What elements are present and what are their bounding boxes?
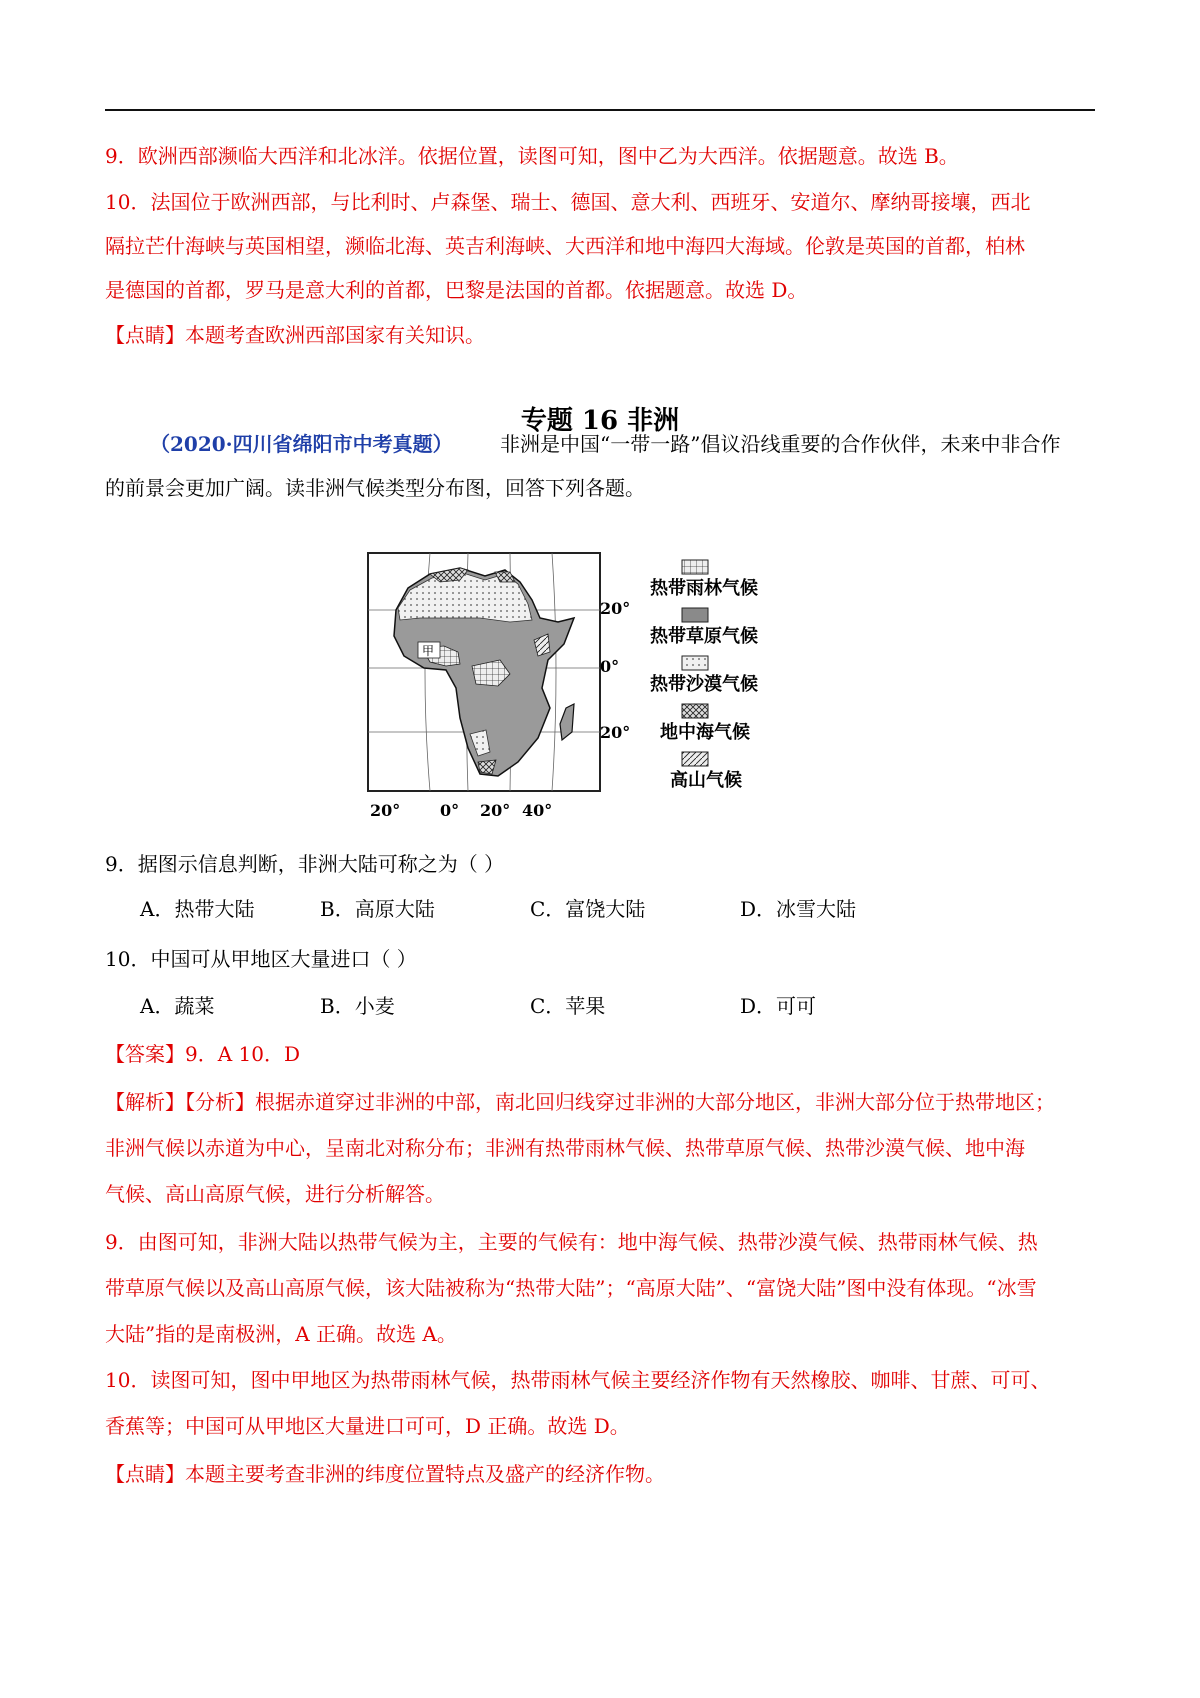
africa-climate-map [360,548,840,838]
analysis-q10-line1: 10．读图可知，图中甲地区为热带雨林气候，热带雨林气候主要经济作物有天然橡胶、咖啡、甘蔗、可可、 [105,1368,1051,1392]
prev-answer-10-line2: 隔拉芒什海峡与英国相望，濒临北海、英吉利海峡、大西洋和地中海四大海域。伦敦是英国的首都，柏林 [105,234,1025,258]
legend [650,560,758,791]
lon-label-20e: 20° [480,801,511,820]
analysis-line2: 非洲气候以赤道为中心，呈南北对称分布；非洲有热带雨林气候、热带草原气候、热带沙漠气候、地中海 [105,1136,1025,1160]
analysis-line1: 【解析】【分析】根据赤道穿过非洲的中部，南北回归线穿过非洲的大部分地区，非洲大部分位于热带地区； [105,1090,1055,1114]
analysis-dianjing: 【点睛】本题主要考查非洲的纬度位置特点及盛产的经济作物。 [105,1462,665,1486]
question-source: （2020·四川省绵阳市中考真题） [150,432,453,456]
q10-option-b[interactable]: B．小麦 [320,994,395,1018]
jia-label: 甲 [422,644,435,658]
legend-label-desert: 热带沙漠气候 [650,674,758,695]
analysis-q9-line2: 带草原气候以及高山高原气候，该大陆被称为“热带大陆”；“高原大陆”、“富饶大陆”图中没有体现。“冰雪 [105,1276,1037,1300]
legend-label-highland: 高山气候 [670,770,742,791]
question-9-options [140,895,1040,923]
q9-option-c[interactable]: C．富饶大陆 [530,897,646,921]
legend-swatch-mediterranean [682,704,708,718]
legend-swatch-rainforest [682,560,708,574]
prev-dianjing: 【点睛】本题考查欧洲西部国家有关知识。 [105,323,485,347]
legend-label-savanna: 热带草原气候 [650,626,758,647]
section-title: 专题 16 非洲 [520,406,680,436]
intro-line2: 的前景会更加广阔。读非洲气候类型分布图，回答下列各题。 [105,476,645,500]
legend-swatch-highland [682,752,708,766]
question-10-options [140,992,1040,1020]
analysis-line3: 气候、高山高原气候，进行分析解答。 [105,1182,445,1206]
africa-climate-map-svg [360,548,840,838]
q10-option-d[interactable]: D．可可 [740,994,817,1018]
q10-option-c[interactable]: C．苹果 [530,994,606,1018]
lat-label-0: 0° [600,657,620,676]
lon-label-20w: 20° [370,801,401,820]
legend-swatch-savanna [682,608,708,622]
q9-option-a[interactable]: A．热带大陆 [140,897,255,921]
lon-label-40e: 40° [522,801,553,820]
analysis-q10-line2: 香蕉等；中国可从甲地区大量进口可可，D 正确。故选 D。 [105,1414,630,1438]
legend-swatch-desert [682,656,708,670]
q10-option-a[interactable]: A．蔬菜 [140,994,215,1018]
prev-answer-9: 9．欧洲西部濒临大西洋和北冰洋。依据位置，读图可知，图中乙为大西洋。依据题意。故选 B。 [105,144,959,168]
q9-option-b[interactable]: B．高原大陆 [320,897,435,921]
analysis-q9-line1: 9．由图可知，非洲大陆以热带气候为主，主要的气候有：地中海气候、热带沙漠气候、热带雨林气候、热 [105,1230,1038,1254]
answer-line: 【答案】9．A 10．D [105,1042,301,1066]
legend-label-rainforest: 热带雨林气候 [650,578,758,599]
lat-label-20n: 20° [600,599,631,618]
legend-label-mediterranean: 地中海气候 [660,722,750,743]
header-rule [105,109,1095,111]
q9-option-d[interactable]: D．冰雪大陆 [740,897,857,921]
intro-line1: 非洲是中国“一带一路”倡议沿线重要的合作伙伴，未来中非合作 [500,432,1061,456]
analysis-q9-line3: 大陆”指的是南极洲，A 正确。故选 A。 [105,1322,457,1346]
question-10-stem: 10．中国可从甲地区大量进口（ ） [105,947,417,971]
lat-label-20s: 20° [600,723,631,742]
question-9-stem: 9．据图示信息判断，非洲大陆可称之为（ ） [105,852,505,876]
prev-answer-10-line3: 是德国的首都，罗马是意大利的首都，巴黎是法国的首都。依据题意。故选 D。 [105,278,808,302]
prev-answer-10-line1: 10．法国位于欧洲西部，与比利时、卢森堡、瑞士、德国、意大利、西班牙、安道尔、摩纳哥接壤，西北 [105,190,1031,214]
lon-label-0: 0° [440,801,460,820]
